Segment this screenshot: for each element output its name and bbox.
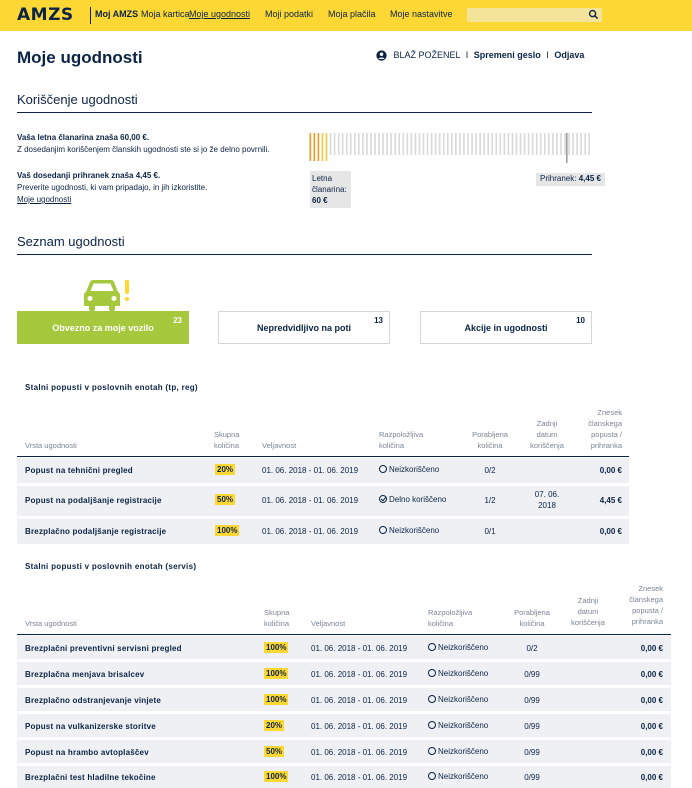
benefit-name[interactable]: Brezplačno odstranjevanje vinjete xyxy=(25,696,161,705)
gauge-tick xyxy=(366,133,368,155)
gauge-tick xyxy=(398,133,400,155)
benefit-name[interactable]: Brezplačna menjava brisalcev xyxy=(25,670,145,679)
unused-circle-icon xyxy=(379,465,387,473)
unused-circle-icon xyxy=(428,695,436,703)
list-section-title: Seznam ugodnosti xyxy=(17,234,125,249)
gauge-tick xyxy=(556,133,558,155)
category-card-label: Obvezno za moje vozilo xyxy=(52,323,154,333)
validity: 01. 06. 2018 - 01. 06. 2019 xyxy=(311,722,408,731)
gauge-tick xyxy=(467,133,469,155)
amount: 0,00 € xyxy=(640,670,663,679)
check-circle-icon xyxy=(379,495,387,503)
col-used-line-1: Porabljena xyxy=(472,430,508,439)
col-group-line-1: Skupna xyxy=(214,430,240,439)
gauge-tick xyxy=(479,133,481,155)
col-group-line-2: količina xyxy=(264,619,290,628)
savings-marker xyxy=(536,173,605,186)
status xyxy=(379,526,439,535)
gauge-tick xyxy=(536,133,538,155)
gauge-tick xyxy=(354,133,356,155)
used-count: 1/2 xyxy=(484,496,496,505)
col-amount-line-2: članskega xyxy=(629,595,663,604)
benefit-name[interactable]: Brezplačni preventivni servisni pregled xyxy=(25,644,182,653)
status xyxy=(428,669,488,678)
validity: 01. 06. 2018 - 01. 06. 2019 xyxy=(311,748,408,757)
gauge-tick xyxy=(455,133,457,155)
list-section-rule xyxy=(17,254,592,255)
category-card-road[interactable] xyxy=(218,311,390,344)
gauge-tick xyxy=(524,133,526,155)
status-text: Delno koriščeno xyxy=(389,495,447,504)
gauge-tick xyxy=(572,133,574,155)
logo-divider xyxy=(90,7,91,24)
benefit-name[interactable]: Popust na hrambo avtoplaščev xyxy=(25,748,149,757)
status xyxy=(428,643,488,652)
col-amount-line-3: popusta / xyxy=(632,606,663,615)
gauge-tick xyxy=(580,133,582,155)
gauge-tick xyxy=(564,133,566,155)
col-amount-line-4: prihranka xyxy=(631,617,663,626)
usage-section-title: Koriščenje ugodnosti xyxy=(17,92,138,107)
gauge-tick xyxy=(419,133,421,155)
gauge-tick xyxy=(548,133,550,155)
benefits-table-1 xyxy=(17,400,629,546)
status-text: Neizkoriščeno xyxy=(438,721,489,730)
top-navigation-bar xyxy=(0,0,692,31)
gauge-tick xyxy=(560,133,562,155)
table-row[interactable] xyxy=(17,740,671,763)
gauge-tick xyxy=(378,133,380,155)
nav-moj-amzs[interactable]: Moj AMZS xyxy=(95,9,139,19)
col-amount-line-3: popusta / xyxy=(591,430,622,439)
status-text: Neizkoriščeno xyxy=(438,669,489,678)
category-card-label: Nepredvidljivo na poti xyxy=(256,323,351,333)
group-badge: 100% xyxy=(266,643,287,652)
table-row[interactable] xyxy=(17,519,629,544)
gauge-tick xyxy=(374,133,376,155)
table-2-header-rule xyxy=(17,634,671,635)
amount: 0,00 € xyxy=(599,466,622,475)
amount: 0,00 € xyxy=(599,527,622,536)
group-badge: 100% xyxy=(217,526,238,535)
fee-marker-label-1: Letna xyxy=(312,174,333,183)
col-group xyxy=(264,607,289,629)
col-available xyxy=(428,607,472,629)
car-icon xyxy=(80,278,136,312)
col-last-date xyxy=(522,418,572,451)
user-name: BLAŽ POŽENEL xyxy=(393,50,461,60)
unused-circle-icon xyxy=(428,721,436,729)
gauge-tick-filled xyxy=(318,133,320,161)
last-date-line-1: 07. 06. xyxy=(534,490,560,499)
col-last-date-line-1: Zadnji xyxy=(536,419,558,428)
last-date xyxy=(522,489,572,511)
table-2-title: Stalni popusti v poslovnih enotah (servis) xyxy=(25,562,197,571)
col-last-date-line-3: koriščenja xyxy=(571,618,605,627)
status-text: Neizkoriščeno xyxy=(438,772,489,781)
gauge-tick xyxy=(459,133,461,155)
gauge-tick xyxy=(338,133,340,155)
col-available xyxy=(379,429,423,451)
gauge-tick xyxy=(390,133,392,155)
validity: 01. 06. 2018 - 01. 06. 2019 xyxy=(262,496,359,505)
status-text: Neizkoriščeno xyxy=(389,526,440,535)
status xyxy=(428,772,488,781)
used-count: 0/99 xyxy=(524,696,540,705)
gauge-tick xyxy=(382,133,384,155)
fee-marker-value: 60 € xyxy=(312,196,328,205)
fee-marker-label-2: članarina: xyxy=(312,185,347,194)
gauge-tick xyxy=(544,133,546,155)
table-row[interactable] xyxy=(17,662,671,685)
col-type: Vrsta ugodnosti xyxy=(25,441,77,450)
user-bar-separator: I xyxy=(465,50,469,60)
savings-line-text: Vaš dosedanji prihranek znaša 4,45 €. xyxy=(17,171,161,180)
gauge-tick xyxy=(451,133,453,155)
gauge-tick xyxy=(439,133,441,155)
nav-moja-kartica[interactable]: Moja kartica xyxy=(141,9,190,19)
col-amount xyxy=(572,407,622,451)
gauge-tick xyxy=(346,133,348,155)
status xyxy=(379,495,446,504)
gauge-tick xyxy=(576,133,578,155)
category-card-label: Akcije in ugodnosti xyxy=(464,323,548,333)
gauge-tick xyxy=(334,133,336,155)
gauge-tick xyxy=(508,133,510,155)
used-count: 0/2 xyxy=(526,644,538,653)
col-available-line-1: Razpoložljiva xyxy=(428,608,473,617)
group-badge: 50% xyxy=(266,747,283,756)
gauge-tick xyxy=(588,133,590,155)
group-badge: 100% xyxy=(266,772,287,781)
gauge-tick xyxy=(386,133,388,155)
gauge-tick xyxy=(342,133,344,155)
savings-line xyxy=(17,171,160,180)
fee-line-text: Vaša letna članarina znaša 60,00 €. xyxy=(17,133,150,142)
gauge-tick xyxy=(520,133,522,155)
fee-note: Z dosedanjim koriščenjem članskih ugodnosti ste si jo že delno povrnili. xyxy=(17,145,270,154)
category-card-count: 13 xyxy=(374,316,383,325)
gauge-tick xyxy=(552,133,554,155)
amount: 0,00 € xyxy=(640,644,663,653)
col-available-line-1: Razpoložljiva xyxy=(379,430,424,439)
col-last-date-line-1: Zadnji xyxy=(577,596,599,605)
gauge-tick xyxy=(568,133,570,155)
validity: 01. 06. 2018 - 01. 06. 2019 xyxy=(262,466,359,475)
gauge-tick xyxy=(435,133,437,155)
status xyxy=(428,695,488,704)
fee-line xyxy=(17,133,149,142)
gauge-tick-filled xyxy=(322,133,324,161)
col-last-date-line-3: koriščenja xyxy=(530,441,564,450)
validity: 01. 06. 2018 - 01. 06. 2019 xyxy=(311,773,408,782)
gauge-tick xyxy=(370,133,372,155)
unused-circle-icon xyxy=(428,669,436,677)
gauge-tick xyxy=(495,133,497,155)
category-card-vehicle[interactable] xyxy=(17,311,189,344)
gauge-tick xyxy=(471,133,473,155)
gauge-tick xyxy=(475,133,477,155)
gauge-tick xyxy=(512,133,514,155)
gauge-tick-filled xyxy=(314,133,316,161)
gauge-tick xyxy=(500,133,502,155)
status xyxy=(428,721,488,730)
gauge-tick xyxy=(463,133,465,155)
table-row[interactable] xyxy=(17,714,671,737)
group-badge: 50% xyxy=(217,495,234,504)
benefits-table-2 xyxy=(17,580,671,788)
gauge-tick xyxy=(483,133,485,155)
col-amount-line-2: članskega xyxy=(588,419,622,428)
benefit-name[interactable]: Brezplačno podaljšanje registracije xyxy=(25,527,167,536)
benefit-name[interactable]: Popust na vulkanizerske storitve xyxy=(25,722,156,731)
used-count: 0/99 xyxy=(524,773,540,782)
savings-note: Preverite ugodnosti, ki vam pripadajo, in jih izkoristite. xyxy=(17,183,208,192)
fee-marker xyxy=(310,171,351,208)
amount: 0,00 € xyxy=(640,773,663,782)
status xyxy=(428,747,488,756)
col-last-date xyxy=(563,595,613,628)
amount: 0,00 € xyxy=(640,748,663,757)
savings-gauge xyxy=(309,133,592,163)
unused-circle-icon xyxy=(428,772,436,780)
col-validity: Veljavnost xyxy=(262,441,297,450)
last-date-line-2: 2018 xyxy=(538,501,556,510)
benefit-name[interactable]: Brezplačni test hladilne tekočine xyxy=(25,773,156,782)
amount: 4,45 € xyxy=(599,496,622,505)
amount: 0,00 € xyxy=(640,696,663,705)
benefit-name[interactable]: Popust na podaljšanje registracije xyxy=(25,496,162,505)
change-password-link[interactable]: Spremeni geslo xyxy=(473,50,541,60)
gauge-tick xyxy=(532,133,534,155)
gauge-tick xyxy=(407,133,409,155)
gauge-tick xyxy=(447,133,449,155)
table-1-title: Stalni popusti v poslovnih enotah (tp, reg) xyxy=(25,383,198,392)
group-badge: 100% xyxy=(266,695,287,704)
col-amount-line-1: Znesek xyxy=(638,584,663,593)
user-icon xyxy=(376,50,387,61)
table-row[interactable] xyxy=(17,636,671,659)
category-card-promotions[interactable] xyxy=(420,311,592,344)
gauge-tick xyxy=(427,133,429,155)
unused-circle-icon xyxy=(428,643,436,651)
table-row[interactable] xyxy=(17,766,671,788)
used-count: 0/1 xyxy=(484,527,496,536)
col-available-line-2: količina xyxy=(428,619,454,628)
used-count: 0/2 xyxy=(484,466,496,475)
gauge-tick xyxy=(402,133,404,155)
col-used xyxy=(507,607,557,629)
amzs-logo[interactable]: AMZS xyxy=(17,5,74,25)
user-bar xyxy=(376,50,584,61)
benefit-name[interactable]: Popust na tehnični pregled xyxy=(25,466,133,475)
gauge-tick xyxy=(540,133,542,155)
group-badge: 100% xyxy=(266,669,287,678)
gauge-tick xyxy=(415,133,417,155)
col-group xyxy=(214,429,239,451)
used-count: 0/99 xyxy=(524,670,540,679)
group-badge: 20% xyxy=(217,465,234,474)
search-input[interactable] xyxy=(467,8,602,22)
col-available-line-2: količina xyxy=(379,441,405,450)
validity: 01. 06. 2018 - 01. 06. 2019 xyxy=(311,670,408,679)
col-amount-line-1: Znesek xyxy=(597,408,622,417)
gauge-tick xyxy=(516,133,518,155)
gauge-tick xyxy=(358,133,360,155)
col-last-date-line-2: datum xyxy=(577,607,599,616)
gauge-tick xyxy=(362,133,364,155)
gauge-tick xyxy=(443,133,445,155)
status-text: Neizkoriščeno xyxy=(438,695,489,704)
col-group-line-1: Skupna xyxy=(264,608,290,617)
nav-moje-ugodnosti[interactable]: Moje ugodnosti xyxy=(189,9,251,19)
used-count: 0/99 xyxy=(524,722,540,731)
category-card-count: 10 xyxy=(576,316,585,325)
col-used-line-2: količina xyxy=(519,619,545,628)
col-validity: Veljavnost xyxy=(311,619,346,628)
gauge-tick xyxy=(394,133,396,155)
col-amount-line-4: prihranka xyxy=(590,441,622,450)
gauge-tick xyxy=(423,133,425,155)
user-bar-separator: I xyxy=(546,50,549,60)
table-1-header-rule xyxy=(17,456,629,457)
page-title: Moje ugodnosti xyxy=(17,48,143,67)
table-row[interactable] xyxy=(17,688,671,711)
gauge-tick xyxy=(504,133,506,155)
validity: 01. 06. 2018 - 01. 06. 2019 xyxy=(311,644,408,653)
gauge-tick xyxy=(491,133,493,155)
nav-moje-nastavitve[interactable]: Moje nastavitve xyxy=(390,9,453,19)
gauge-tick xyxy=(330,133,332,155)
savings-marker-label: Prihranek: xyxy=(540,174,577,183)
search-icon[interactable] xyxy=(588,9,599,20)
gauge-tick xyxy=(350,133,352,155)
nav-moji-podatki[interactable]: Moji podatki xyxy=(265,9,314,19)
gauge-tick xyxy=(528,133,530,155)
used-count: 0/99 xyxy=(524,748,540,757)
table-row[interactable] xyxy=(17,486,629,516)
nav-moja-placila[interactable]: Moja plačila xyxy=(328,9,376,19)
group-badge: 20% xyxy=(266,721,283,730)
gauge-tick-filled xyxy=(326,133,328,161)
gauge-tick xyxy=(431,133,433,155)
validity: 01. 06. 2018 - 01. 06. 2019 xyxy=(311,696,408,705)
col-used xyxy=(465,429,515,451)
gauge-tick xyxy=(584,133,586,155)
status-text: Neizkoriščeno xyxy=(389,465,440,474)
validity: 01. 06. 2018 - 01. 06. 2019 xyxy=(262,527,359,536)
col-used-line-2: količina xyxy=(477,441,503,450)
col-last-date-line-2: datum xyxy=(536,430,558,439)
status-text: Neizkoriščeno xyxy=(438,747,489,756)
category-card-count: 23 xyxy=(173,316,182,325)
table-row[interactable] xyxy=(17,458,629,483)
usage-section-rule xyxy=(17,112,592,113)
col-type: Vrsta ugodnosti xyxy=(25,619,77,628)
col-amount xyxy=(613,583,663,627)
amount: 0,00 € xyxy=(640,722,663,731)
unused-circle-icon xyxy=(379,526,387,534)
unused-circle-icon xyxy=(428,747,436,755)
col-group-line-2: količina xyxy=(214,441,240,450)
moje-ugodnosti-link[interactable]: Moje ugodnosti xyxy=(17,195,72,204)
savings-marker-value: 4,45 € xyxy=(578,174,601,183)
status xyxy=(379,465,439,474)
status-text: Neizkoriščeno xyxy=(438,643,489,652)
gauge-tick xyxy=(487,133,489,155)
gauge-tick xyxy=(411,133,413,155)
col-used-line-1: Porabljena xyxy=(514,608,550,617)
gauge-tick-filled xyxy=(310,133,312,161)
logout-link[interactable]: Odjava xyxy=(554,50,585,60)
gauge-savings-marker-line xyxy=(566,133,568,163)
